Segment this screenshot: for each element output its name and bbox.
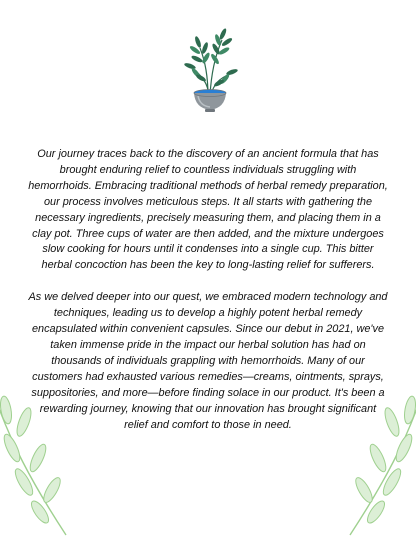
plant-pot	[194, 90, 226, 113]
paragraph-modern: As we delved deeper into our quest, we embraced modern technology and techniques, leading us to develop a highly potent herbal remedy encapsulated within convenient capsules. Since our debut in 2021, we've taken immense pride in the impact our herbal solution has had on thousands of individuals grappling with hemorrhoids. Many of our customers had exhausted various remedies—creams, ointments, sprays, suppositories, and more—before finding solace in our product. It's been a rewarding journey, knowing that our innovation has brought significant relief and comfort to those in need.	[28, 291, 388, 431]
plant-leaves	[184, 28, 239, 96]
story-text	[28, 147, 388, 433]
potted-plant-icon	[178, 18, 242, 114]
paragraph-origin: Our journey traces back to the discovery of an ancient formula that has brought enduring relief to countless individuals struggling with hemorrhoids. Embracing traditional methods of herbal remedy preparation, our process involves meticulous steps. It all starts with gathering the necessary ingredients, precisely measuring them, and placing them in a clay pot. Three cups of water are then added, and the mixture undergoes slow cooking for hours until it condenses into a single cup. This bitter herbal concoction has been the key to long-lasting relief for sufferers.	[28, 148, 388, 272]
